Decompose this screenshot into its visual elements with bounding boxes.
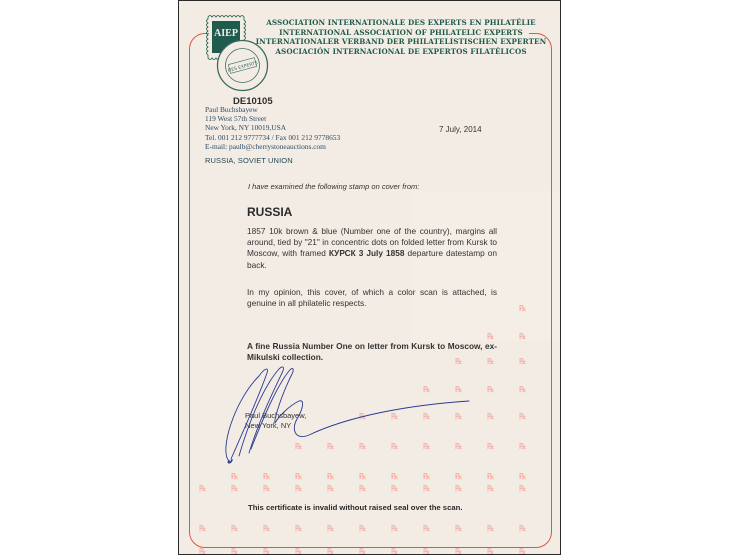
- watermark-mark: ℞: [487, 384, 495, 394]
- watermark-mark: ℞: [519, 441, 527, 451]
- watermark-mark: ℞: [359, 546, 367, 555]
- watermark-mark: ℞: [519, 331, 527, 341]
- watermark-mark: ℞: [455, 546, 463, 555]
- watermark-mark: ℞: [423, 471, 431, 481]
- watermark-mark: ℞: [295, 483, 303, 493]
- address-street: 119 West 57th Street: [205, 114, 267, 124]
- watermark-mark: ℞: [263, 471, 271, 481]
- watermark-mark: ℞: [295, 523, 303, 533]
- watermark-mark: ℞: [199, 546, 207, 555]
- opinion-text: In my opinion, this cover, of which a color scan is attached, is genuine in all philatelic respects.: [247, 287, 497, 309]
- description-text: 1857 10k brown & blue (Number one of the country), margins all around, tied by "21" in concentric dots on folded letter from Kursk to Moscow, with framed: [247, 226, 497, 259]
- watermark-mark: ℞: [487, 356, 495, 366]
- watermark-mark: ℞: [391, 546, 399, 555]
- watermark-mark: ℞: [231, 546, 239, 555]
- watermark-mark: ℞: [391, 411, 399, 421]
- watermark-mark: ℞: [423, 546, 431, 555]
- watermark-mark: ℞: [519, 303, 527, 313]
- watermark-mark: ℞: [327, 483, 335, 493]
- watermark-mark: ℞: [295, 441, 303, 451]
- watermark-mark: ℞: [423, 483, 431, 493]
- watermark-mark: ℞: [519, 523, 527, 533]
- watermark-mark: ℞: [519, 483, 527, 493]
- header-line-en: INTERNATIONAL ASSOCIATION OF PHILATELIC EXPERTS: [279, 27, 523, 37]
- watermark-mark: ℞: [487, 441, 495, 451]
- watermark-mark: ℞: [263, 483, 271, 493]
- certificate-number: DE10105: [233, 96, 273, 107]
- watermark-mark: ℞: [391, 483, 399, 493]
- header-line-es: ASOCIACIÓN INTERNACIONAL DE EXPERTOS FILATÉLICOS: [275, 46, 527, 56]
- watermark-mark: ℞: [263, 546, 271, 555]
- watermark-mark: ℞: [231, 523, 239, 533]
- watermark-mark: ℞: [391, 471, 399, 481]
- watermark-mark: ℞: [423, 523, 431, 533]
- watermark-mark: ℞: [455, 356, 463, 366]
- watermark-mark: ℞: [423, 411, 431, 421]
- watermark-mark: ℞: [487, 331, 495, 341]
- watermark-mark: ℞: [423, 384, 431, 394]
- watermark-mark: ℞: [359, 471, 367, 481]
- watermark-mark: ℞: [423, 441, 431, 451]
- signer-location: New York, NY: [245, 421, 292, 430]
- address-email: E-mail: paulb@cherrystoneauctions.com: [205, 141, 326, 151]
- handwritten-signature-icon: [179, 361, 561, 471]
- watermark-mark: ℞: [455, 411, 463, 421]
- watermark-mark: ℞: [359, 523, 367, 533]
- expert-specialty: RUSSIA, SOVIET UNION: [205, 156, 293, 165]
- watermark-mark: ℞: [231, 483, 239, 493]
- watermark-mark: ℞: [519, 384, 527, 394]
- watermark-mark: ℞: [519, 546, 527, 555]
- intro-text: I have examined the following stamp on cover from:: [248, 182, 420, 191]
- address-phone: Tel. 001 212 9777734 / Fax 001 212 9778653: [205, 132, 341, 142]
- watermark-mark: ℞: [455, 384, 463, 394]
- certificate-document: [178, 0, 561, 555]
- footer-notice: This certificate is invalid without raised seal over the scan.: [248, 503, 463, 512]
- watermark-mark: ℞: [455, 483, 463, 493]
- watermark-mark: ℞: [199, 483, 207, 493]
- watermark-mark: ℞: [295, 546, 303, 555]
- watermark-mark: ℞: [487, 471, 495, 481]
- watermark-mark: ℞: [359, 441, 367, 451]
- watermark-mark: ℞: [327, 523, 335, 533]
- watermark-mark: ℞: [359, 483, 367, 493]
- watermark-mark: ℞: [487, 546, 495, 555]
- summary-text: A fine Russia Number One on letter from Kursk to Moscow, ex-Mikulski collection.: [247, 341, 497, 363]
- watermark-mark: ℞: [391, 523, 399, 533]
- watermark-mark: ℞: [487, 483, 495, 493]
- watermark-mark: ℞: [519, 471, 527, 481]
- address-city: New York, NY 10019,USA: [205, 123, 287, 133]
- watermark-mark: ℞: [519, 356, 527, 366]
- stamp-description: [247, 226, 497, 271]
- header-line-de: INTERNATIONALER VERBAND DER PHILATELISTISCHEN EXPERTEN: [255, 37, 547, 47]
- country-title: RUSSIA: [247, 205, 293, 219]
- watermark-mark: ℞: [231, 471, 239, 481]
- expert-name: Paul Buchsbayew: [205, 105, 258, 114]
- watermark-mark: ℞: [391, 441, 399, 451]
- watermark-mark: ℞: [455, 523, 463, 533]
- watermark-mark: ℞: [295, 471, 303, 481]
- watermark-mark: ℞: [487, 411, 495, 421]
- svg-text:DES EXPERTS: DES EXPERTS: [227, 61, 259, 74]
- watermark-mark: ℞: [327, 441, 335, 451]
- watermark-mark: ℞: [327, 546, 335, 555]
- datestamp-text: КУРСК 3 July 1858: [328, 248, 405, 259]
- watermark-mark: ℞: [487, 523, 495, 533]
- description-tail: departure datestamp on back.: [247, 248, 497, 270]
- watermark-mark: ℞: [455, 471, 463, 481]
- watermark-mark: ℞: [519, 411, 527, 421]
- certificate-date: 7 July, 2014: [439, 125, 482, 134]
- watermark-mark: ℞: [359, 411, 367, 421]
- header-line-fr: ASSOCIATION INTERNATIONALE DES EXPERTS EN PHILATÉLIE: [266, 18, 536, 27]
- signer-name: Paul Buchsbayew,: [245, 411, 307, 420]
- svg-text:AIEP: AIEP: [214, 28, 238, 39]
- expert-address-block: [205, 105, 340, 151]
- watermark-mark: ℞: [455, 441, 463, 451]
- watermark-mark: ℞: [263, 523, 271, 533]
- association-header: [242, 18, 560, 56]
- watermark-mark: ℞: [327, 471, 335, 481]
- watermark-mark: ℞: [199, 523, 207, 533]
